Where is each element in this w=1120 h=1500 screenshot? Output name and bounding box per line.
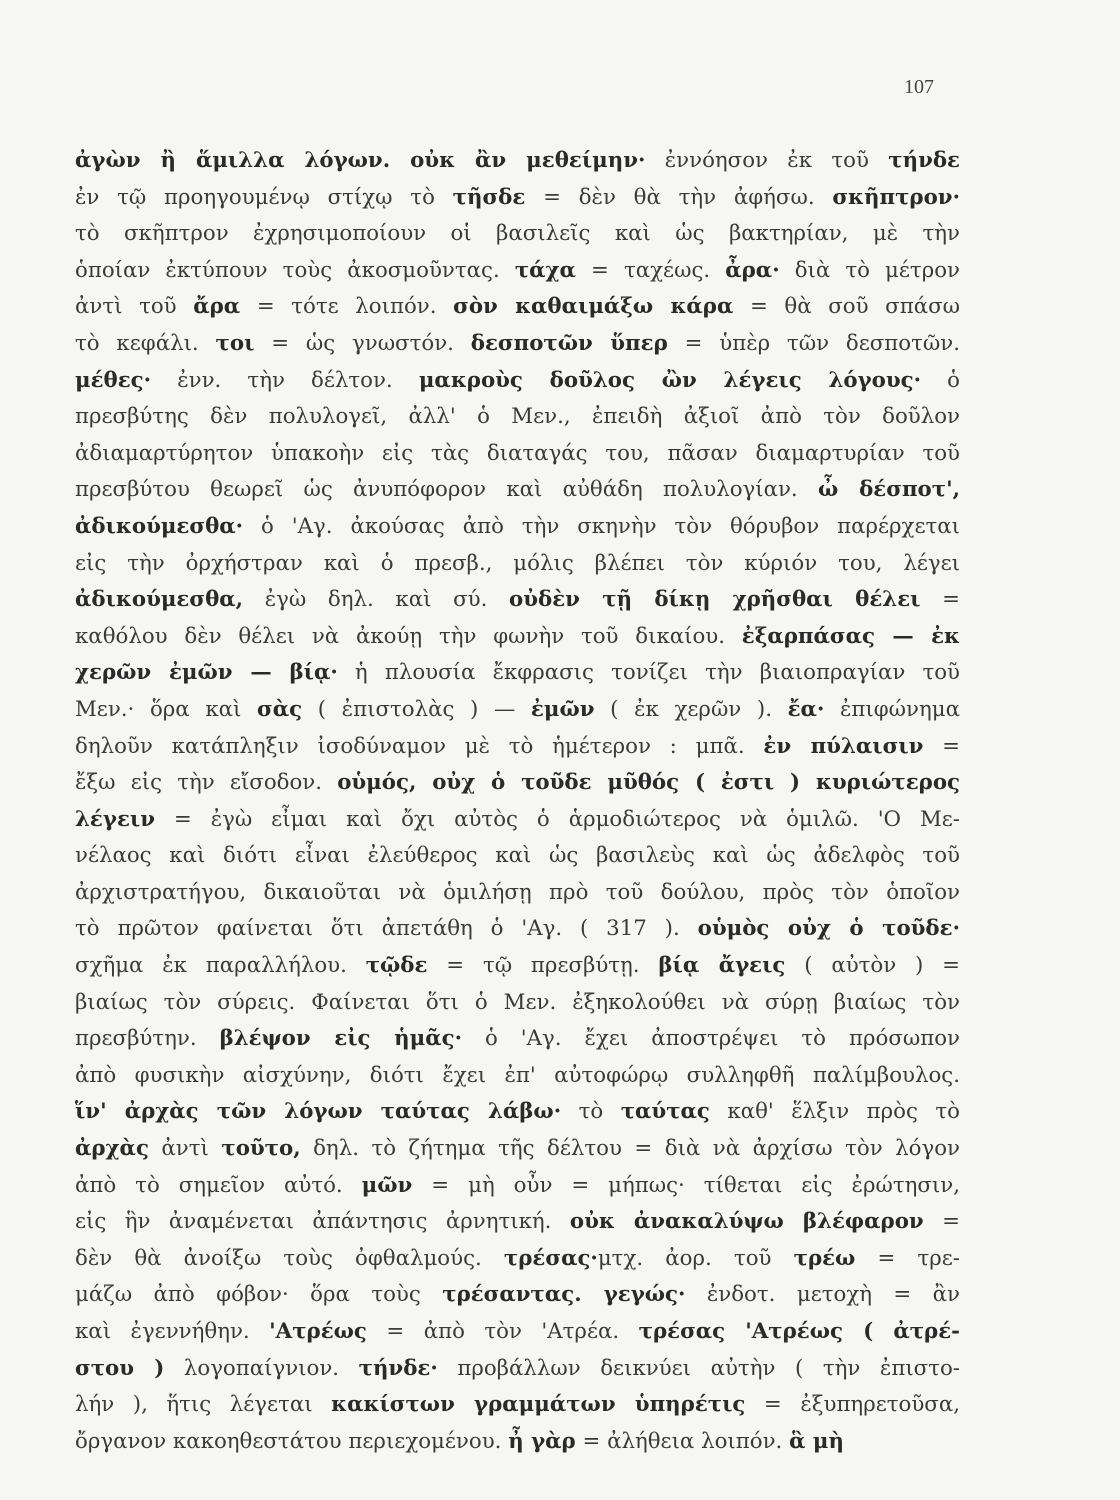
text-line [75,985,960,1022]
lemma-bold: οὑμός, οὐχ ὁ τοῦδε μῦθός ( ἐστι ) κυριώτερος [337,770,960,796]
gloss-text: = [923,733,960,759]
lemma-bold: οὐδὲν τῇ δίκῃ χρῆσθαι θέλει [509,587,921,613]
gloss-text: εἰς τὴν ὀρχήστραν καὶ ὁ πρεσβ., μόλις βλέπει τὸν κύριόν του, λέγει [75,550,960,576]
text-line [75,253,960,290]
gloss-text: καθόλου δὲν θέλει νὰ ἀκούῃ τὴν φωνὴν τοῦ δικαίου. [75,623,742,649]
commentary-text [75,143,960,1460]
lemma-bold: 'Ατρέως [269,1319,367,1344]
lemma-bold: τρέω [793,1245,856,1271]
page-number: 107 [904,76,934,98]
text-line [75,1351,960,1388]
gloss-text: ἔξω εἰς τὴν εἴσοδον. [75,770,338,796]
gloss-text: ἀπὸ φυσικὴν αἰσχύνην, διότι ἔχει ἐπ' αὐτοφώρῳ συλληφθῆ παλίμβουλος. [75,1062,960,1088]
gloss-text: λογοπαίγνιον. [164,1355,359,1381]
text-line [75,1204,960,1241]
lemma-bold: σκῆπτρον· [832,184,960,210]
gloss-text: = ἀπὸ τὸν 'Ατρέα. [366,1319,639,1344]
gloss-text: τὸ πρῶτον φαίνεται ὅτι ἀπετάθη ὁ 'Αγ. ( 317 ). [75,916,698,942]
gloss-text: προβάλλων δεικνύει αὐτὴν ( τὴν ἐπιστο- [437,1355,960,1381]
gloss-text: σχῆμα ἐκ παραλλήλου. [75,953,366,979]
lemma-bold: τήνδε [888,148,960,173]
text-line [75,1387,960,1424]
gloss-text: ἐπιφώνημα [824,696,960,722]
lemma-bold: τρέσας 'Ατρέως ( ἀτρέ- [638,1319,960,1344]
gloss-text: δηλ. τὸ ζήτημα τῆς δέλτου = διὰ νὰ ἀρχίσω τὸν λόγον [300,1136,960,1162]
gloss-text: ἡ πλουσία ἔκφρασις τονίζει τὴν βιαιοπραγίαν τοῦ [337,660,960,686]
text-line [75,875,960,912]
gloss-text: ἐννόησον ἐκ τοῦ [645,148,889,173]
gloss-text: = θὰ σοῦ σπάσω [733,294,960,320]
gloss-text: ἐγὼ δηλ. καὶ σύ. [243,587,510,613]
lemma-bold: σὰς [257,696,303,722]
text-line [75,216,960,253]
lemma-bold: τρέσας· [503,1245,598,1271]
gloss-text: ὄργανον κακοηθεστάτου περιεχομένου. [75,1428,509,1454]
text-line [75,729,960,766]
gloss-text: = ἐγὼ εἶμαι καὶ ὄχι αὐτὸς ὁ ἁρμοδιώτερος νὰ ὁμιλῶ. 'Ο Με- [154,806,960,832]
lemma-bold: μέθες· [75,367,152,393]
gloss-text: τὸ κεφάλι. [75,330,216,356]
text-line [75,1021,960,1058]
lemma-bold: τῷδε [365,953,428,979]
text-line [75,1277,960,1314]
lemma-bold: ἦ γὰρ [508,1428,576,1454]
lemma-bold: ἀγὼν ἢ ἅμιλλα λόγων. οὐκ ἂν μεθείμην· [75,148,646,173]
text-line [75,509,960,546]
text-line [75,655,960,692]
text-line [75,472,960,509]
gloss-text: ἐνν. τὴν δέλτον. [151,367,419,393]
gloss-text: ( ἐκ χερῶν ). [594,696,788,722]
text-line [75,1131,960,1168]
text-line [75,838,960,875]
lemma-bold: σὸν καθαιμάξω κάρα [453,294,734,320]
text-line [75,802,960,839]
lemma-bold: μακροὺς δοῦλος ὢν λέγεις λόγους· [418,367,922,393]
lemma-bold: χερῶν ἐμῶν — βίᾳ· [75,660,338,686]
gloss-text: εἰς ἣν ἀναμένεται ἀπάντησις ἀρνητική. [75,1209,570,1235]
text-line [75,399,960,436]
gloss-text: ἀδιαμαρτύρητον ὑπακοὴν εἰς τὰς διαταγάς του, πᾶσαν διαμαρτυρίαν τοῦ [75,440,960,466]
gloss-text: δηλοῦν κατάπληξιν ἰσοδύναμον μὲ τὸ ἡμέτερον : μπᾶ. [75,733,764,759]
text-line [75,911,960,948]
lemma-bold: στου ) [75,1355,165,1381]
gloss-text: μτχ. ἀορ. τοῦ [597,1245,794,1271]
gloss-text: ἐν τῷ προηγουμένῳ στίχῳ τὸ [75,184,453,210]
text-line [75,619,960,656]
gloss-text: τὸ [561,1099,621,1125]
gloss-text: πρεσβύτην. [75,1026,220,1052]
lemma-bold: τάχα [514,257,576,283]
gloss-text: = δὲν θὰ τὴν ἀφήσω. [525,184,833,210]
text-line [75,1058,960,1095]
gloss-text: Μεν.· ὅρα καὶ [75,696,258,722]
lemma-bold: ἆρα· [725,257,780,283]
lemma-bold: τοι [215,330,255,356]
text-line [75,765,960,802]
gloss-text: = τῷ πρεσβύτῃ. [427,953,659,979]
gloss-text: = μὴ οὖν = μήπως· τίθεται εἰς ἐρώτησιν, [412,1172,960,1198]
lemma-bold: ἃ μὴ [789,1428,844,1454]
lemma-bold: ταύτας [620,1099,710,1125]
gloss-text: ἀπὸ τὸ σημεῖον αὐτό. [75,1172,362,1198]
lemma-bold: ἔα· [787,696,825,722]
gloss-text: μάζω ἀπὸ φόβον· ὅρα τοὺς [75,1282,443,1308]
lemma-bold: ἐξαρπάσας — ἐκ [741,623,960,649]
gloss-text: ( ἐπιστολὰς ) — [302,696,531,722]
gloss-text: ἀντὶ [148,1136,222,1162]
gloss-text: νέλαος καὶ διότι εἶναι ἐλεύθερος καὶ ὡς βασιλεὺς καὶ ὡς ἀδελφὸς τοῦ [75,843,960,869]
lemma-bold: ὦ δέσποτ', [817,477,960,503]
lemma-bold: τοῦτο, [221,1136,301,1162]
lemma-bold: λέγειν [75,806,155,832]
text-line [75,546,960,583]
lemma-bold: ἀδικούμεσθα, [75,587,244,613]
gloss-text: ἀντὶ τοῦ [75,294,194,320]
text-line [75,1241,960,1278]
gloss-text: βιαίως τὸν σύρεις. Φαίνεται ὅτι ὁ Μεν. ἐξηκολούθει νὰ σύρῃ βιαίως τὸν [75,989,960,1015]
text-line [75,326,960,363]
gloss-text: = [920,587,960,613]
gloss-text: = τρε- [855,1245,960,1271]
text-line [75,1094,960,1131]
lemma-bold: κακίστων γραμμάτων ὑπηρέτις [331,1392,746,1418]
gloss-text: = ὡς γνωστόν. [254,330,471,356]
gloss-text: λήν ), ἥτις λέγεται [75,1392,332,1418]
lemma-bold: ἐμῶν [530,696,595,722]
lemma-bold: τρέσαντας. γεγώς· [442,1282,686,1308]
lemma-bold: ἄρα [193,294,241,320]
lemma-bold: τήνδε· [358,1355,438,1381]
lemma-bold: ἀδικούμεσθα· [75,513,244,539]
text-line [75,436,960,473]
gloss-text: ὁ 'Αγ. ἔχει ἀποστρέψει τὸ πρόσωπον [462,1026,960,1052]
text-line [75,363,960,400]
lemma-bold: μῶν [361,1172,413,1198]
gloss-text: διὰ τὸ μέτρον [779,257,960,283]
gloss-text: δὲν θὰ ἀνοίξω τοὺς ὀφθαλμούς. [75,1245,504,1271]
text-line [75,1168,960,1205]
text-line [75,1314,960,1351]
gloss-text: ἀρχιστρατήγου, δικαιοῦται νὰ ὁμιλήσῃ πρὸ τοῦ δούλου, πρὸς τὸν ὁποῖον [75,879,960,905]
gloss-text: πρεσβύτου θεωρεῖ ὡς ἀνυπόφορον καὶ αὐθάδη πολυλογίαν. [75,477,818,503]
lemma-bold: τῆσδε [452,184,526,210]
text-line [75,143,960,180]
gloss-text: = τότε λοιπόν. [240,294,454,320]
gloss-text: = ταχέως. [575,257,726,283]
gloss-text: = ὑπὲρ τῶν δεσποτῶν. [667,330,960,356]
gloss-text: καὶ ἐγεννήθην. [75,1319,270,1344]
lemma-bold: δεσποτῶν ὕπερ [470,330,668,356]
gloss-text: ὁ [921,367,960,393]
text-line [75,948,960,985]
gloss-text: = ἐξυπηρετοῦσα, [745,1392,960,1418]
lemma-bold: βίᾳ ἄγεις [658,953,786,979]
text-line [75,582,960,619]
lemma-bold: ἵν' ἀρχὰς τῶν λόγων ταύτας λάβω· [75,1099,562,1125]
gloss-text: ὁ 'Αγ. ἀκούσας ἀπὸ τὴν σκηνὴν τὸν θόρυβον παρέρχεται [243,513,960,539]
text-line [75,1424,960,1461]
lemma-bold: ἀρχὰς [75,1136,149,1162]
gloss-text: καθ' ἕλξιν πρὸς τὸ [709,1099,960,1125]
gloss-text: = ἀλήθεια λοιπόν. [575,1428,790,1454]
lemma-bold: οὑμὸς οὐχ ὁ τοῦδε· [697,916,960,942]
text-line [75,180,960,217]
lemma-bold: ἐν πύλαισιν [763,733,924,759]
lemma-bold: βλέψον εἰς ἡμᾶς· [219,1026,462,1052]
gloss-text: πρεσβύτης δὲν πολυλογεῖ, ἀλλ' ὁ Μεν., ἐπειδὴ ἀξιοῖ ἀπὸ τὸν δοῦλον [75,404,960,430]
lemma-bold: οὐκ ἀνακαλύψω βλέφαρον [569,1209,924,1235]
text-line [75,289,960,326]
gloss-text: ἐνδοτ. μετοχὴ = ἂν [685,1282,960,1308]
gloss-text: ( αὐτὸν ) = [785,953,960,979]
gloss-text: τὸ σκῆπτρον ἐχρησιμοποίουν οἱ βασιλεῖς καὶ ὡς βακτηρίαν, μὲ τὴν [75,221,960,247]
gloss-text: ὁποίαν ἐκτύπουν τοὺς ἀκοσμοῦντας. [75,257,515,283]
text-line [75,692,960,729]
gloss-text: = [923,1209,960,1235]
